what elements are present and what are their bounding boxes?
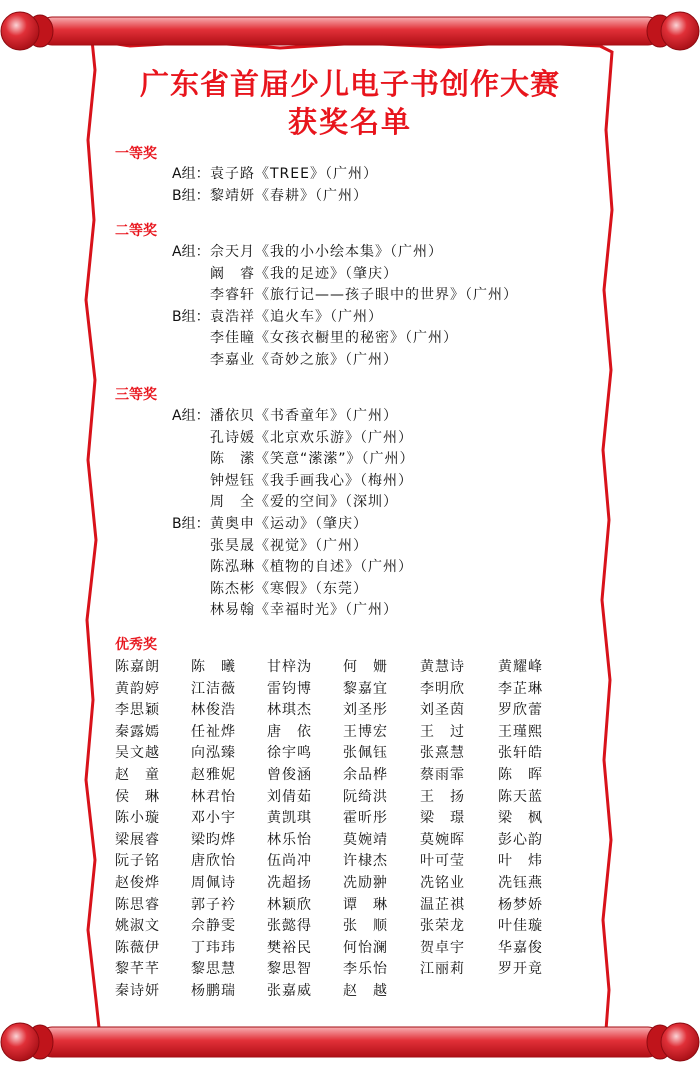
excellence-name: 樊裕民 bbox=[267, 939, 312, 956]
excellence-name: 陈嘉朗 bbox=[115, 659, 160, 675]
excellence-name: 莫婉靖 bbox=[343, 831, 388, 848]
excellence-name: 王 扬 bbox=[420, 788, 465, 805]
excellence-name: 林君怡 bbox=[191, 788, 236, 805]
excellence-name: 赵 童 bbox=[115, 767, 160, 783]
excellence-name: 赵雅妮 bbox=[191, 767, 236, 783]
second-prize-label: 二等奖 bbox=[115, 223, 157, 239]
third-prize-group-a: A组： bbox=[172, 408, 210, 424]
excellence-name: 郭子衿 bbox=[191, 896, 236, 913]
excellence-name: 王瑾熙 bbox=[498, 723, 543, 740]
excellence-name: 黎思智 bbox=[267, 961, 312, 978]
excellence-name: 李乐怡 bbox=[343, 961, 388, 978]
excellence-name: 陈 晖 bbox=[498, 767, 543, 783]
excellence-name: 张懿得 bbox=[267, 918, 312, 935]
bottom-rod bbox=[40, 1027, 660, 1057]
excellence-name: 任祉烨 bbox=[191, 723, 236, 740]
third-prize-entry: 张昊晟《视觉》（广州） bbox=[210, 538, 368, 554]
excellence-name: 赵 越 bbox=[343, 983, 388, 999]
second-prize-group-a: A组： bbox=[172, 244, 210, 260]
first-prize-entry: 黎靖妍《春耕》（广州） bbox=[210, 188, 368, 204]
top-right-knob bbox=[661, 12, 699, 50]
first-prize-label: 一等奖 bbox=[115, 146, 157, 162]
third-prize-entry: 林易翰《幸福时光》（广州） bbox=[210, 602, 398, 618]
excellence-name: 梁 璟 bbox=[420, 810, 465, 827]
bottom-left-knob bbox=[1, 1023, 39, 1061]
excellence-name: 刘圣彤 bbox=[343, 702, 388, 719]
first-prize-entry: 袁子路《TREE》（广州） bbox=[210, 166, 378, 182]
excellence-name: 徐宇鸣 bbox=[267, 745, 312, 762]
second-prize-entry: 阚 睿《我的足迹》（肇庆） bbox=[210, 266, 398, 282]
first-prize-group-a: A组： bbox=[172, 166, 210, 182]
excellence-name: 叶佳璇 bbox=[498, 918, 543, 935]
second-prize-group-b: B组： bbox=[172, 309, 210, 325]
excellence-name: 蔡雨霏 bbox=[420, 767, 465, 783]
page-subtitle: 获奖名单 bbox=[287, 105, 412, 139]
excellence-name: 陈 曦 bbox=[191, 659, 236, 675]
third-prize-entry: 黄奥申《运动》（肇庆） bbox=[210, 516, 368, 532]
third-prize-label: 三等奖 bbox=[115, 387, 157, 403]
excellence-name: 贺卓宇 bbox=[420, 939, 465, 956]
excellence-name: 唐欣怡 bbox=[191, 853, 236, 870]
third-prize-entry: 钟煜钰《我手画我心》（梅州） bbox=[210, 473, 413, 489]
excellence-name: 阮绮洪 bbox=[343, 788, 388, 805]
excellence-name: 甘梓沩 bbox=[267, 659, 312, 675]
excellence-name: 叶 炜 bbox=[498, 853, 543, 870]
second-prize-entry: 佘天月《我的小小绘本集》（广州） bbox=[210, 244, 443, 260]
third-prize-entry: 周 全《爱的空间》（深圳） bbox=[210, 494, 398, 510]
excellence-name: 王博宏 bbox=[343, 723, 388, 740]
third-prize-entry: 潘依贝《书香童年》（广州） bbox=[210, 408, 398, 424]
second-prize-entry: 李佳瞳《女孩衣橱里的秘密》（广州） bbox=[210, 330, 458, 346]
excellence-name: 江丽莉 bbox=[420, 961, 465, 978]
second-prize-entry: 袁浩祥《追火车》（广州） bbox=[210, 309, 383, 325]
excellence-name: 侯 琳 bbox=[115, 788, 160, 805]
excellence-name: 何 姗 bbox=[343, 659, 388, 675]
third-prize-entry: 陈泓琳《植物的自述》（广州） bbox=[210, 559, 413, 575]
excellence-name: 叶可莹 bbox=[420, 853, 465, 870]
excellence-name: 黎芊芊 bbox=[115, 961, 160, 978]
excellence-name: 黄慧诗 bbox=[420, 659, 465, 675]
excellence-name: 秦露嫣 bbox=[115, 723, 160, 740]
excellence-name: 杨鹏瑞 bbox=[191, 983, 236, 999]
excellence-name: 梁展睿 bbox=[115, 831, 160, 848]
excellence-name: 王 过 bbox=[420, 723, 465, 740]
excellence-name: 赵俊烨 bbox=[115, 875, 160, 891]
excellence-name: 李芷琳 bbox=[498, 680, 543, 697]
excellence-name: 张佩钰 bbox=[343, 745, 388, 762]
third-prize-entry: 孔诗媛《北京欢乐游》（广州） bbox=[210, 430, 413, 446]
excellence-name: 陈思睿 bbox=[115, 896, 160, 913]
excellence-name: 江洁薇 bbox=[191, 680, 236, 697]
excellence-name: 余品桦 bbox=[343, 767, 388, 783]
excellence-name: 罗开竟 bbox=[498, 961, 543, 978]
excellence-name: 黎嘉宜 bbox=[343, 680, 388, 697]
excellence-name: 张荣龙 bbox=[420, 918, 465, 935]
excellence-name: 李思颖 bbox=[115, 702, 160, 719]
excellence-name: 霍昕彤 bbox=[343, 810, 388, 827]
excellence-name: 邓小宇 bbox=[191, 810, 236, 827]
excellence-name: 许棣杰 bbox=[343, 853, 388, 870]
excellence-name: 冼钰燕 bbox=[498, 875, 543, 891]
excellence-name: 唐 依 bbox=[267, 723, 312, 740]
excellence-name: 姚淑文 bbox=[115, 918, 160, 935]
excellence-name: 阮子铭 bbox=[115, 853, 160, 870]
excellence-name: 吴文越 bbox=[115, 745, 160, 762]
excellence-name: 丁玮玮 bbox=[191, 939, 236, 956]
excellence-name: 刘倩茹 bbox=[267, 788, 312, 805]
excellence-name: 温芷祺 bbox=[420, 896, 465, 913]
excellence-name: 陈天蓝 bbox=[498, 788, 543, 805]
excellence-name: 雷钧博 bbox=[267, 680, 312, 697]
excellence-name: 梁 枫 bbox=[498, 810, 543, 827]
third-prize-entry: 陈杰彬《寒假》（东莞） bbox=[210, 581, 368, 597]
second-prize-entry: 李嘉业《奇妙之旅》（广州） bbox=[210, 352, 398, 368]
excellence-name: 陈薇伊 bbox=[115, 939, 160, 956]
excellence-name: 罗欣蕾 bbox=[498, 702, 543, 719]
excellence-name: 何怡澜 bbox=[343, 939, 388, 956]
excellence-name: 黎思慧 bbox=[191, 961, 236, 978]
excellence-name: 秦诗妍 bbox=[115, 983, 160, 999]
excellence-name: 张 顺 bbox=[343, 918, 388, 935]
excellence-name: 林颖欣 bbox=[267, 896, 312, 913]
third-prize-group-b: B组： bbox=[172, 516, 210, 532]
excellence-name: 黄凯琪 bbox=[267, 810, 312, 827]
excellence-name: 冼超扬 bbox=[267, 875, 312, 891]
excellence-name: 向泓臻 bbox=[191, 745, 236, 762]
excellence-name: 黄耀峰 bbox=[498, 659, 543, 675]
excellence-name: 彭心韵 bbox=[498, 831, 543, 848]
excellence-name: 冼励翀 bbox=[343, 875, 388, 891]
excellence-name: 周佩诗 bbox=[191, 875, 236, 891]
excellence-name: 李明欣 bbox=[420, 680, 465, 697]
excellence-name: 冼铭业 bbox=[420, 875, 465, 891]
excellence-name: 林琪杰 bbox=[267, 702, 312, 719]
page-title: 广东省首届少儿电子书创作大赛 bbox=[139, 67, 560, 101]
third-prize-entry: 陈 潆《笑意“潆潆”》（广州） bbox=[210, 451, 415, 467]
excellence-name: 梁昀烨 bbox=[191, 831, 236, 848]
excellence-name: 刘圣茵 bbox=[420, 702, 465, 719]
excellence-name: 佘静雯 bbox=[191, 918, 236, 935]
bottom-right-knob bbox=[661, 1023, 699, 1061]
excellence-name: 莫婉晖 bbox=[420, 831, 465, 848]
excellence-name: 杨梦娇 bbox=[498, 896, 543, 913]
excellence-label: 优秀奖 bbox=[115, 637, 157, 653]
excellence-name: 林乐怡 bbox=[267, 831, 312, 848]
excellence-name: 华嘉俊 bbox=[498, 939, 543, 956]
excellence-name: 林俊浩 bbox=[191, 702, 236, 719]
top-rod bbox=[40, 17, 660, 45]
excellence-name: 陈小璇 bbox=[115, 810, 160, 827]
excellence-name: 张轩皓 bbox=[498, 745, 543, 762]
excellence-name: 张熹慧 bbox=[420, 745, 465, 762]
excellence-name: 张嘉威 bbox=[267, 983, 312, 999]
top-left-knob bbox=[1, 12, 39, 50]
first-prize-group-b: B组： bbox=[172, 188, 210, 204]
excellence-name: 黄韵婷 bbox=[115, 680, 160, 697]
excellence-name: 伍尚冲 bbox=[267, 853, 312, 870]
excellence-name: 曾俊涵 bbox=[267, 767, 312, 783]
second-prize-entry: 李睿轩《旅行记——孩子眼中的世界》（广州） bbox=[210, 287, 518, 303]
excellence-name: 谭 琳 bbox=[343, 896, 388, 913]
